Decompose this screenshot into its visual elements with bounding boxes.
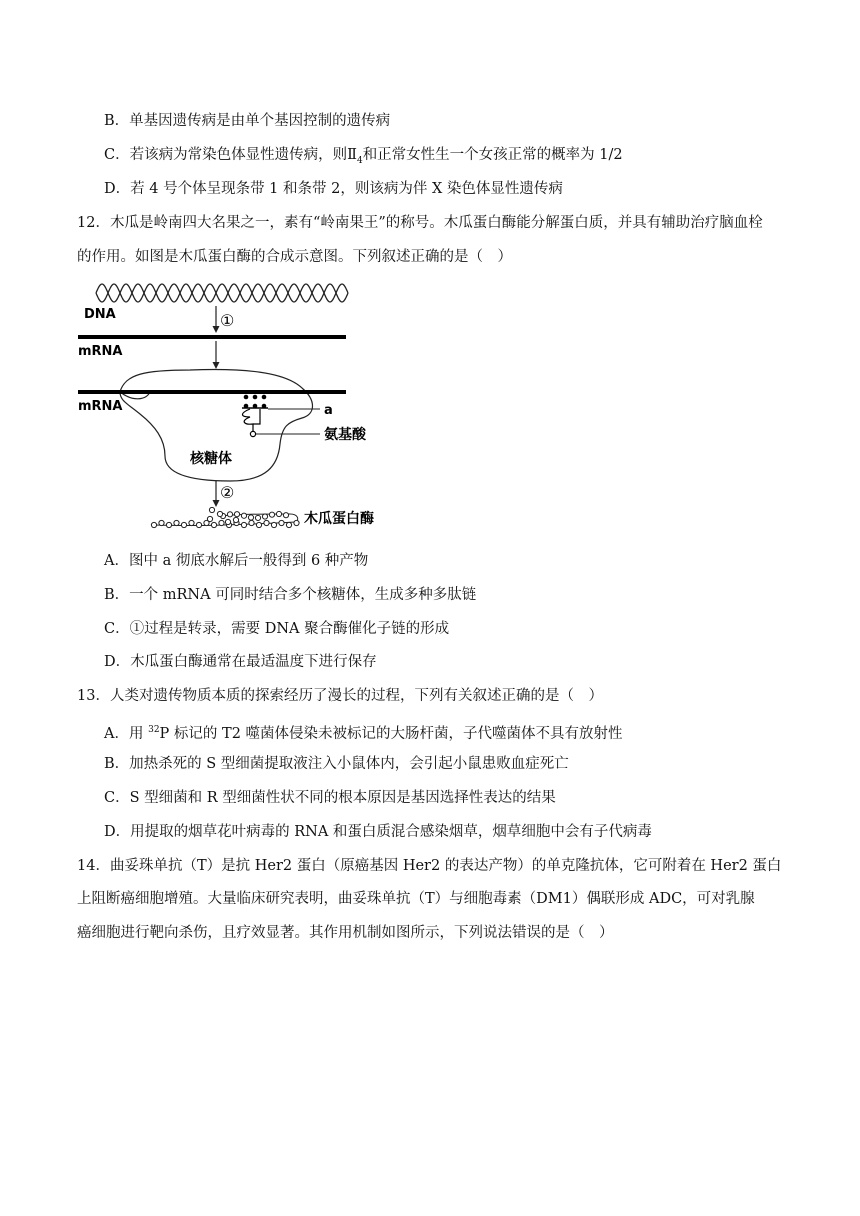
amino-acid-bead: [219, 520, 224, 525]
amino-acid-bead: [241, 522, 246, 527]
q11-option-c-text: C．若该病为常染色体显性遗传病，则Ⅱ: [104, 147, 357, 163]
q13-option-a: [104, 720, 623, 744]
q12-option-c: C．①过程是转录，需要 DNA 聚合酶催化子链的形成: [104, 621, 450, 637]
amino-acid-bead: [264, 520, 269, 525]
q13-option-b: B．加热杀死的 S 型细菌提取液注入小鼠体内，会引起小鼠患败血症死亡: [104, 756, 569, 772]
q11-option-b: B．单基因遗传病是由单个基因控制的遗传病: [104, 113, 391, 129]
transcription-arrow: [213, 306, 220, 333]
amino-acid-label: 氨基酸: [324, 427, 366, 443]
amino-acid-bead: [211, 522, 216, 527]
q11-option-c-text-end: 和正常女性生一个女孩正常的概率为 1/2: [362, 147, 623, 163]
q13-option-a-text-end: P 标记的 T2 噬菌体侵染未被标记的大肠杆菌，子代噬菌体不具有放射性: [159, 725, 623, 742]
amino-acid-bead: [159, 520, 164, 525]
amino-acid-bead: [174, 520, 179, 525]
amino-acid-bead: [234, 512, 239, 517]
amino-acid-bead: [217, 511, 222, 516]
q13-option-a-superscript: 32: [148, 725, 160, 735]
amino-acid-bead: [248, 515, 253, 520]
amino-acid-bead: [209, 507, 214, 512]
dna-label: DNA: [84, 307, 116, 322]
q14-stem-line-3: 癌细胞进行靶向杀伤，且疗效显著。其作用机制如图所示，下列说法错误的是（ ）: [77, 925, 614, 941]
amino-acid-bead: [286, 522, 291, 527]
papain-label: 木瓜蛋白酶: [304, 511, 374, 527]
q11-option-c: [104, 145, 623, 171]
amino-acid-bead: [262, 514, 267, 519]
amino-acid-bead: [196, 522, 201, 527]
mrna-label-1: mRNA: [78, 344, 123, 359]
amino-acid-bead: [255, 515, 260, 520]
q12-stem-line-1: 12．木瓜是岭南四大名果之一，素有“岭南果王”的称号。木瓜蛋白酶能分解蛋白质，并具有辅助治疗脑血栓: [77, 215, 763, 231]
q12-stem-line-2: 的作用。如图是木瓜蛋白酶的合成示意图。下列叙述正确的是（ ）: [77, 249, 512, 265]
translation-arrow: [213, 481, 220, 507]
amino-acid-bead: [271, 522, 276, 527]
amino-acid-bead: [189, 520, 194, 525]
amino-acid-bead: [276, 511, 281, 516]
q14-stem-line-1: 14．曲妥珠单抗（T）是抗 Her2 蛋白（原癌基因 Her2 的表达产物）的单克隆抗体，它可附着在 Her2 蛋白: [77, 858, 782, 874]
q12-option-d: D．木瓜蛋白酶通常在最适温度下进行保存: [104, 654, 377, 670]
q12-option-b: B．一个 mRNA 可同时结合多个核糖体，生成多种多肽链: [104, 587, 477, 603]
amino-acid-bead: [256, 522, 261, 527]
q13-option-c: C．S 型细菌和 R 型细菌性状不同的根本原因是基因选择性表达的结果: [104, 790, 556, 806]
protein-synthesis-diagram: [70, 276, 400, 536]
amino-acid-bead: [225, 519, 230, 524]
dna-double-helix: [96, 284, 348, 302]
q11-option-d: D．若 4 号个体呈现条带 1 和条带 2，则该病为伴 X 染色体显性遗传病: [104, 181, 563, 197]
amino-acid-bead: [249, 520, 254, 525]
q11-option-c-subscript: 4: [356, 155, 363, 166]
mrna-label-2: mRNA: [78, 399, 123, 414]
amino-acid-bead: [294, 520, 299, 525]
amino-acid-bead: [181, 522, 186, 527]
q12-option-a: A．图中 a 彻底水解后一般得到 6 种产物: [104, 553, 369, 569]
amino-acid-bead: [207, 516, 212, 521]
amino-acid-bead: [283, 513, 288, 518]
amino-acid-bead: [166, 522, 171, 527]
step-1-marker: ①: [220, 311, 235, 330]
amino-acid-bead: [227, 512, 232, 517]
polypeptide-chain: [151, 507, 299, 527]
q13-option-d: D．用提取的烟草花叶病毒的 RNA 和蛋白质混合感染烟草，烟草细胞中会有子代病毒: [104, 824, 652, 840]
step-2-marker: ②: [220, 483, 235, 502]
q13-option-a-text: A．用: [104, 725, 149, 742]
q13-stem: 13．人类对遗传物质本质的探索经历了漫长的过程，下列有关叙述正确的是（ ）: [77, 688, 603, 704]
q14-stem-line-2: 上阻断癌细胞增殖。大量临床研究表明，曲妥珠单抗（T）与细胞毒素（DM1）偶联形成 ADC，可对乳腺: [77, 891, 755, 907]
amino-acid-bead: [233, 517, 238, 522]
amino-acid-bead: [279, 520, 284, 525]
amino-acid-bead: [151, 522, 156, 527]
trna-a-label: a: [324, 403, 333, 418]
amino-acid-bead: [269, 512, 274, 517]
amino-acid-bead: [241, 513, 246, 518]
ribosome-label: 核糖体: [190, 451, 232, 467]
translocation-arrow: [213, 341, 220, 369]
